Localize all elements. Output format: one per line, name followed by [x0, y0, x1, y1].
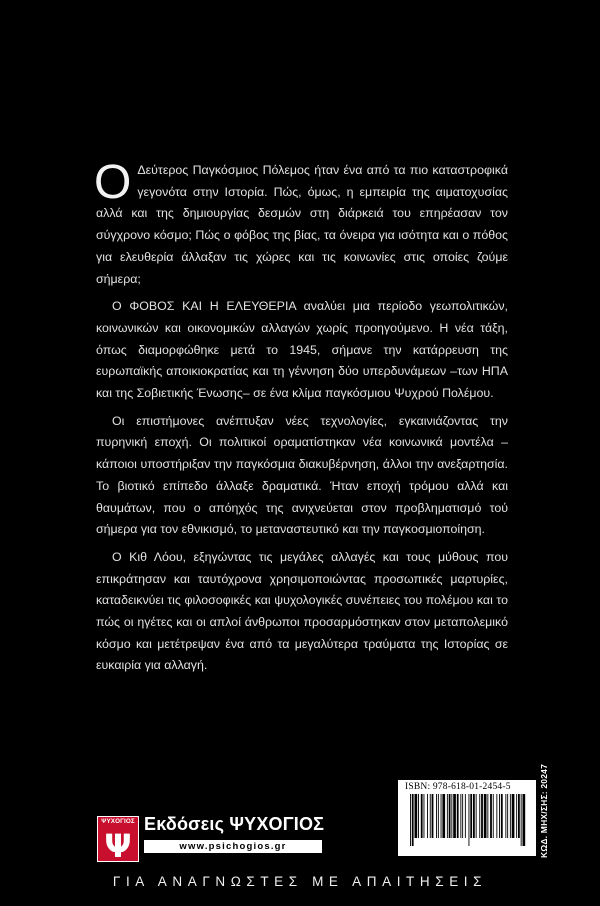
barcode-bar: [490, 794, 492, 838]
barcode-bar: [424, 794, 425, 838]
barcode-bar: [516, 794, 517, 838]
barcode-bar: [512, 794, 515, 838]
barcode-bar: [487, 794, 488, 838]
blurb-paragraph-2: Ο ΦΟΒΟΣ ΚΑΙ Η ΕΛΕΥΘΕΡΙΑ αναλύει μια περίοδο γεωπολιτικών, κοινωνικών και οικονομικών αλλαγών χωρίς προηγούμενο. Η νέα τάξη, όπως διαμορφώθηκε μετά το 1945, σήμανε την κατάρρευση της ευρωπαϊκής αποικιοκρατίας και τη γέννηση δύο υπερδυνάμεων –των ΗΠΑ και της Σοβιετικής Ένωσης– σε ένα κλίμα παγκόσμιου Ψυχρού Πολέμου.: [96, 299, 508, 401]
barcode-bar: [465, 794, 466, 838]
barcode-bar: [438, 794, 439, 838]
barcode-bar: [460, 794, 461, 838]
barcode-bar: [496, 794, 497, 838]
publisher-mark: [97, 816, 139, 862]
barcode-bar: [427, 794, 428, 838]
barcode-bar: [510, 794, 511, 838]
barcode-bar: [453, 794, 456, 838]
barcode-bar: [432, 794, 434, 838]
barcode-bar: [462, 794, 463, 838]
barcode-bar: [412, 794, 414, 846]
product-code: ΚΩΔ. ΜΗΧ/ΣΗΣ: 20247: [539, 763, 549, 858]
barcode-bar: [410, 794, 411, 846]
barcode-digits-right: 124545: [482, 855, 511, 865]
barcode-bar: [501, 794, 503, 838]
barcode-bar: [518, 794, 520, 838]
barcode-bar: [457, 794, 459, 838]
barcode-bar: [493, 794, 494, 838]
isbn-label: ISBN: 978-618-01-2454-5: [405, 782, 511, 792]
psi-icon: [98, 827, 138, 861]
barcode-bar: [415, 794, 418, 838]
barcode-bar: [436, 794, 437, 838]
barcode-bar: [505, 794, 506, 838]
tagline: ΓΙΑ ΑΝΑΓΝΩΣΤΕΣ ΜΕ ΑΠΑΙΤΗΣΕΙΣ: [112, 874, 488, 889]
barcode-bar: [441, 794, 442, 838]
barcode-bar: [499, 794, 500, 838]
barcode-bar: [470, 794, 472, 838]
barcode-bar: [421, 794, 423, 838]
barcode-bar: [507, 794, 508, 838]
barcode-digit-first: 9: [400, 855, 405, 865]
drop-cap: Ο: [94, 156, 132, 209]
barcode-bar: [449, 794, 451, 838]
psi-glyph: Ψ: [104, 827, 132, 861]
barcode-bar: [484, 794, 487, 838]
barcode-bar: [476, 794, 477, 838]
blurb-paragraph-1: Ο Δεύτερος Παγκόσμιος Πόλεμος ήταν ένα από τα πιο καταστροφικά γεγονότα στην Ιστορία. Πώς, όμως, η εμπειρία της αιματοχυσίας αλλά και της δημιουργίας δεσμών στη διάρκειά του επηρέασαν τον σύγχρονο κόσμο; Πώς ο φόβος της βίας, τα όνειρα για ισότητα και ο πόθος για ελευθερία άλλαξαν τις χώρες και τις κοινωνίες στις οποίες ζούμε σήμερα;: [94, 156, 508, 286]
barcode-bar: [523, 794, 526, 846]
barcode-bar: [479, 794, 480, 838]
blurb-paragraph-4: Ο Κιθ Λόου, εξηγώντας τις μεγάλες αλλαγές και τους μύθους που επικράτησαν και ταυτόχρονα χρησιμοποιώντας προσωπικές μαρτυρίες, καταδεικνύει τις φιλοσοφικές και ψυχολογικές συνέπειες του πολέμου και το πώς οι ηγέτες και οι απλοί άνθρωποι προσαρμόστηκαν στον μεταπολεμικό κόσμο και μετέτρεψαν ένα από τα μεγαλύτερα τραύματα της Ιστορίας σε ευκαιρία για αλλαγή.: [96, 549, 508, 673]
barcode-bars: [406, 794, 528, 846]
barcode-bar: [430, 794, 431, 838]
barcode-bar: [447, 794, 448, 838]
barcode-bar: [451, 794, 452, 838]
barcode-bar: [473, 794, 475, 838]
blurb-paragraph-3: Οι επιστήμονες ανέπτυξαν νέες τεχνολογίες, εγκαινιάζοντας την πυρηνική εποχή. Οι πολιτικοί οραματίστηκαν νέα κοινωνικά μοντέλα – κάποιοι υποστήριξαν την παγκόσμια διακυβέρνηση, άλλοι την ανεξαρτησία. Το βιοτικό επίπεδο άλλαξε δραματικά. Ήταν εποχή τρόμου αλλά και θαυμάτων, που ο απόηχός της ανιχνεύεται στον προβληματισμό τού σήμερα για τον εθνικισμό, το μεταναστευτικό και την παγκοσμιοποίηση.: [96, 413, 508, 537]
publisher-name: Εκδόσεις ΨΥΧΟΓΙΟΣ: [144, 814, 325, 834]
barcode-bar: [442, 794, 445, 838]
barcode: [398, 780, 536, 865]
publisher-url: www.psichogios.gr: [144, 840, 322, 853]
barcode-bar: [469, 794, 470, 846]
barcode-bar: [418, 794, 419, 838]
barcode-bar: [481, 794, 483, 838]
barcode-bar: [521, 794, 522, 846]
barcode-digits-left: 786180: [420, 855, 449, 865]
publisher-mark-label: ΨΥΧΟΓΙΟΣ: [98, 817, 138, 827]
blurb-text: [94, 156, 508, 677]
